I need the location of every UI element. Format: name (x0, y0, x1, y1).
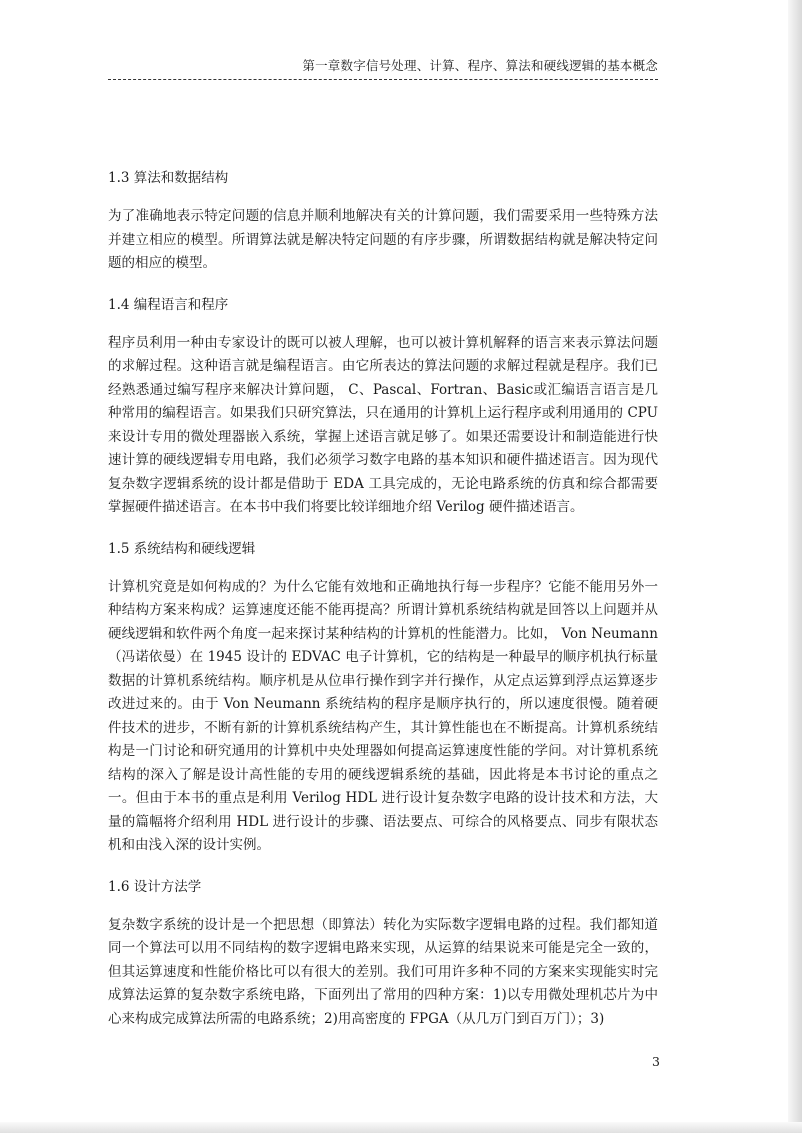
page-content (108, 167, 658, 1031)
page-number: 3 (652, 1054, 660, 1069)
running-header: 第一章数字信号处理、计算、程序、算法和硬线逻辑的基本概念 (302, 58, 658, 73)
page-edge-shadow (788, 0, 802, 1133)
section-heading-1-4: 1.4 编程语言和程序 (108, 296, 229, 313)
section-heading-1-6: 1.6 设计方法学 (108, 878, 202, 895)
section-heading-1-3: 1.3 算法和数据结构 (108, 170, 229, 186)
section-body-1-5: 计算机究竟是如何构成的？为什么它能有效地和正确地执行每一步程序？它能不能用另外一种结构方案来构成？运算速度还能不能再提高？所谓计算机系统结构就是回答以上问题并从硬线逻辑和软件两个角度一起来探讨某种结构的计算机的性能潜力。比如， Von Neumann（冯诺依曼）在 1945 设计的 EDVAC 电子计算机，它的结构是一种最早的顺序机执行标量数据的计算机系统结构。顺序机是从位串行操作到字并行操作，从定点运算到浮点运算逐步改进过来的。由于 Von Neumann 系统结构的程序是顺序执行的，所以速度很慢。随着硬件技术的进步，不断有新的计算机系统结构产生，其计算性能也在不断提高。计算机系统结构是一门讨论和研究通用的计算机中央处理器如何提高运算速度性能的学问。对计算机系统结构的深入了解是设计高性能的专用的硬线逻辑系统的基础，因此将是本书讨论的重点之一。但由于本书的重点是利用 Verilog HDL 进行设计复杂数字电路的设计技术和方法，大量的篇幅将介绍利用 HDL 进行设计的步骤、语法要点、可综合的风格要点、同步有限状态机和由浅入深的设计实例。 (108, 578, 658, 853)
section-body-1-6: 复杂数字系统的设计是一个把思想（即算法）转化为实际数字逻辑电路的过程。我们都知道同一个算法可以用不同结构的数字逻辑电路来实现，从运算的结果说来可能是完全一致的，但其运算速度和性能价格比可以有很大的差别。我们可用许多种不同的方案来实现能实时完成算法运算的复杂数字系统电路，下面列出了常用的四种方案：1)以专用微处理机芯片为中心来构成完成算法所需的电路系统；2)用高密度的 FPGA（从几万门到百万门）；3) (108, 916, 658, 1027)
header-rule (108, 79, 658, 80)
section-body-1-4: 程序员利用一种由专家设计的既可以被人理解，也可以被计算机解释的语言来表示算法问题的求解过程。这种语言就是编程语言。由它所表达的算法问题的求解过程就是程序。我们已经熟悉通过编写程序来解决计算问题， C、Pascal、Fortran、Basic或汇编语言语言是几种常用的编程语言。如果我们只研究算法，只在通用的计算机上运行程序或利用通用的 CPU 来设计专用的微处理器嵌入系统，掌握上述语言就足够了。如果还需要设计和制造能进行快速计算的硬线逻辑专用电路，我们必须学习数字电路的基本知识和硬件描述语言。因为现代复杂数字逻辑系统的设计都是借助于 EDA 工具完成的，无论电路系统的仿真和综合都需要掌握硬件描述语言。在本书中我们将要比较详细地介绍 Verilog 硬件描述语言。 (108, 334, 658, 515)
section-heading-1-5: 1.5 系统结构和硬线逻辑 (108, 540, 256, 557)
section-body-1-3: 为了准确地表示特定问题的信息并顺利地解决有关的计算问题，我们需要采用一些特殊方法并建立相应的模型。所谓算法就是解决特定问题的有序步骤，所谓数据结构就是解决特定问题的相应的模型。 (108, 208, 658, 271)
page-bottom-shadow (0, 1122, 802, 1133)
